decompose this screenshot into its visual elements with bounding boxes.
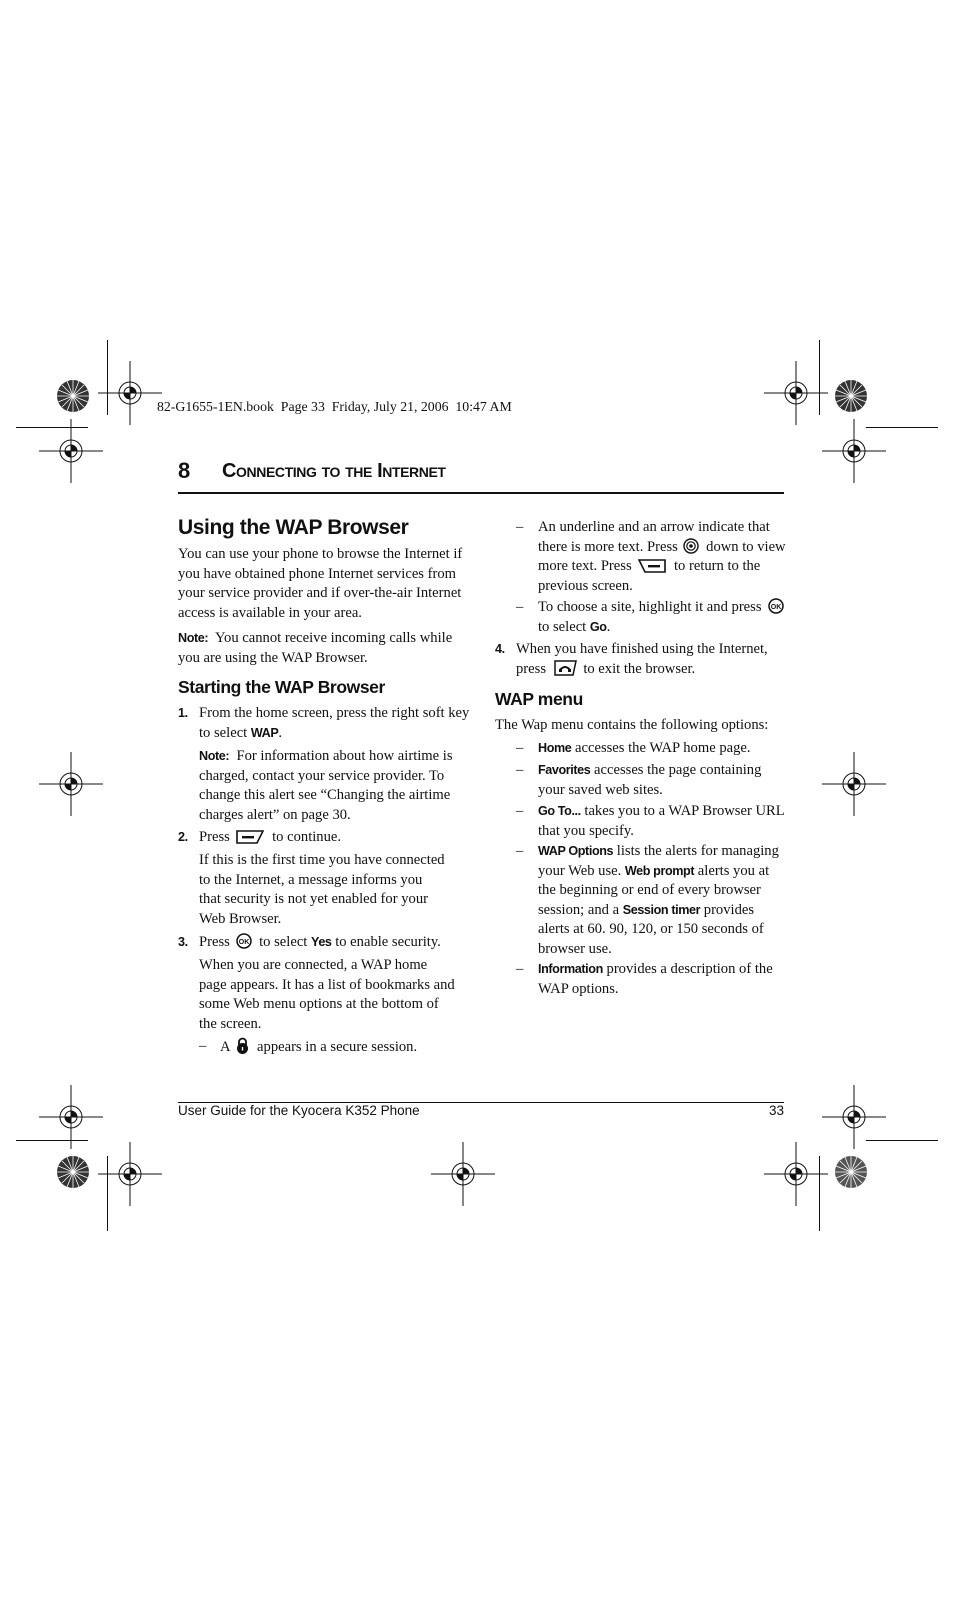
step-number: 2. — [178, 830, 188, 844]
note-text: change this alert see “Changing the airtime — [199, 787, 451, 804]
ok-key-icon — [236, 933, 252, 949]
more-text-bullet — [538, 518, 788, 596]
registration-target-icon — [98, 361, 162, 425]
bullet-dash: – — [516, 740, 524, 756]
step-text: to select — [259, 934, 308, 950]
menu-keyword: Information — [538, 962, 603, 976]
note-text: you are using the WAP Browser. — [178, 649, 368, 666]
intro-paragraph — [178, 545, 478, 623]
option-text: provides a description of the — [602, 961, 773, 977]
option-text: alerts at 60. 90, 120, or 150 seconds of — [538, 921, 764, 938]
subheading: Starting the WAP Browser — [178, 677, 385, 697]
bullet-dash: – — [516, 599, 524, 615]
option-go-to — [538, 802, 785, 841]
soft-key-left-icon — [638, 558, 666, 573]
note — [178, 629, 478, 668]
print-slug: 82-G1655-1EN.book Page 33 Friday, July 21, 2006 10:47 AM — [157, 399, 512, 414]
note-text: You cannot receive incoming calls while — [214, 630, 453, 646]
bullet-dash: – — [516, 762, 524, 778]
punctuation: . — [278, 724, 283, 741]
option-text: your saved web sites. — [538, 781, 663, 798]
chapter-number: 8 — [178, 458, 190, 483]
step-4 — [516, 640, 786, 679]
option-text: accesses the page containing — [590, 762, 762, 778]
svg-text:OK: OK — [770, 604, 782, 611]
menu-keyword: Web prompt — [624, 863, 695, 878]
step-3 — [199, 933, 489, 953]
starburst-mark-icon — [56, 379, 90, 413]
option-text: accesses the WAP home page. — [571, 740, 751, 756]
step-text: Web Browser. — [199, 910, 282, 927]
option-text: that you specify. — [538, 822, 634, 839]
bullet-dash: – — [199, 1038, 207, 1054]
step-text: If this is the first time you have connected — [199, 852, 445, 868]
menu-keyword: Favorites — [538, 763, 591, 777]
menu-keyword: Home — [538, 741, 572, 755]
step-3-text — [199, 956, 489, 1034]
menu-keyword: WAP Options — [538, 844, 614, 858]
option-text: the beginning or end of every browser — [538, 882, 761, 899]
step-text: When you are connected, a WAP home — [199, 957, 428, 973]
option-text: provides — [700, 901, 755, 918]
step-text: the screen. — [199, 1015, 262, 1032]
step-2 — [199, 828, 489, 848]
wap-menu-intro: The Wap menu contains the following options: — [495, 717, 769, 733]
option-text: takes you to a WAP Browser URL — [580, 803, 785, 819]
bullet-text: An underline and an arrow indicate that — [538, 519, 770, 535]
step-1-note — [199, 747, 489, 825]
starburst-mark-icon — [56, 1155, 90, 1189]
step-text: some Web menu options at the bottom of — [199, 996, 439, 1013]
registration-target-icon — [822, 1085, 886, 1149]
option-favorites — [538, 761, 761, 800]
bullet-dash: – — [516, 843, 524, 859]
secure-session-bullet — [220, 1037, 417, 1058]
bullet-text: previous screen. — [538, 577, 633, 594]
wap-menu-heading: WAP menu — [495, 689, 583, 709]
step-text: press — [516, 660, 546, 677]
note-label: Note: — [199, 749, 230, 763]
option-wap-options — [538, 842, 779, 960]
section-heading: Using the WAP Browser — [178, 516, 409, 539]
registration-target-icon — [822, 752, 886, 816]
bullet-text: to select — [538, 618, 590, 635]
starburst-mark-icon — [834, 379, 868, 413]
nav-key-icon — [683, 538, 699, 554]
bullet-text: to return to the — [673, 558, 761, 575]
bullet-dash: – — [516, 519, 524, 535]
option-text: lists the alerts for managing — [613, 843, 779, 859]
step-number: 3. — [178, 935, 188, 949]
step-text: Press — [199, 934, 230, 950]
option-information — [538, 960, 773, 999]
step-text: to the Internet, a message informs you — [199, 871, 423, 888]
step-2-text — [199, 851, 489, 929]
starburst-mark-icon — [834, 1155, 868, 1189]
note-text: charged, contact your service provider. To — [199, 767, 445, 784]
registration-target-icon — [764, 361, 828, 425]
option-text: alerts you at — [694, 862, 770, 879]
step-text: When you have finished using the Internet, — [516, 641, 768, 657]
step-text: to exit the browser. — [583, 660, 696, 677]
intro-line: access is available in your area. — [178, 604, 362, 621]
choose-site-bullet — [538, 598, 788, 637]
registration-target-icon — [39, 419, 103, 483]
option-home — [538, 739, 751, 759]
bullet-dash: – — [516, 803, 524, 819]
option-text: session; and a — [538, 901, 623, 918]
step-text: Press — [199, 829, 230, 845]
bullet-text: down to view — [706, 538, 786, 555]
menu-keyword: WAP — [250, 725, 279, 740]
menu-keyword: Go — [589, 619, 607, 634]
registration-target-icon — [431, 1142, 495, 1206]
registration-target-icon — [822, 419, 886, 483]
menu-keyword: Session timer — [622, 902, 701, 917]
padlock-icon — [235, 1037, 250, 1054]
bullet-text: there is more text. Press — [538, 538, 678, 555]
registration-target-icon — [39, 1085, 103, 1149]
page-footer — [178, 1102, 784, 1118]
chapter-header — [178, 456, 784, 494]
intro-line: You can use your phone to browse the Internet if — [178, 546, 463, 562]
registration-target-icon — [39, 752, 103, 816]
bullet-text: more text. Press — [538, 558, 632, 575]
step-text: to select — [199, 724, 251, 741]
soft-key-right-icon — [236, 829, 264, 844]
step-text: that security is not yet enabled for your — [199, 891, 428, 908]
option-text: WAP options. — [538, 980, 619, 997]
step-number: 4. — [495, 642, 505, 656]
ok-key-icon — [768, 598, 784, 614]
footer-guide-title: User Guide for the Kyocera K352 Phone — [178, 1103, 420, 1118]
bullet-dash: – — [516, 961, 524, 977]
step-text: From the home screen, press the right soft key — [199, 705, 470, 721]
note-text: charges alert” on page 30. — [199, 806, 351, 823]
step-text: to enable security. — [335, 934, 441, 950]
note-text: For information about how airtime is — [236, 748, 453, 764]
intro-line: your service provider and if over-the-air Internet — [178, 585, 462, 602]
menu-keyword: Go To... — [538, 804, 581, 818]
step-number: 1. — [178, 706, 188, 720]
intro-line: you have obtained phone Internet services from — [178, 565, 456, 582]
bullet-text: A — [220, 1039, 230, 1055]
bullet-text: To choose a site, highlight it and press — [538, 599, 762, 615]
option-text: your Web use. — [538, 862, 625, 879]
step-text: page appears. It has a list of bookmarks and — [199, 976, 455, 993]
menu-keyword: Yes — [311, 935, 332, 949]
option-text: browser use. — [538, 940, 612, 957]
registration-target-icon — [98, 1142, 162, 1206]
page-number: 33 — [768, 1103, 784, 1118]
end-key-icon — [553, 660, 577, 676]
registration-target-icon — [764, 1142, 828, 1206]
punctuation: . — [606, 618, 611, 635]
svg-text:OK: OK — [239, 939, 250, 946]
step-1 — [199, 704, 489, 743]
note-label: Note: — [178, 631, 209, 645]
chapter-title: Connecting to the Internet — [222, 460, 446, 482]
step-text: to continue. — [272, 829, 342, 845]
bullet-text: appears in a secure session. — [257, 1039, 418, 1055]
